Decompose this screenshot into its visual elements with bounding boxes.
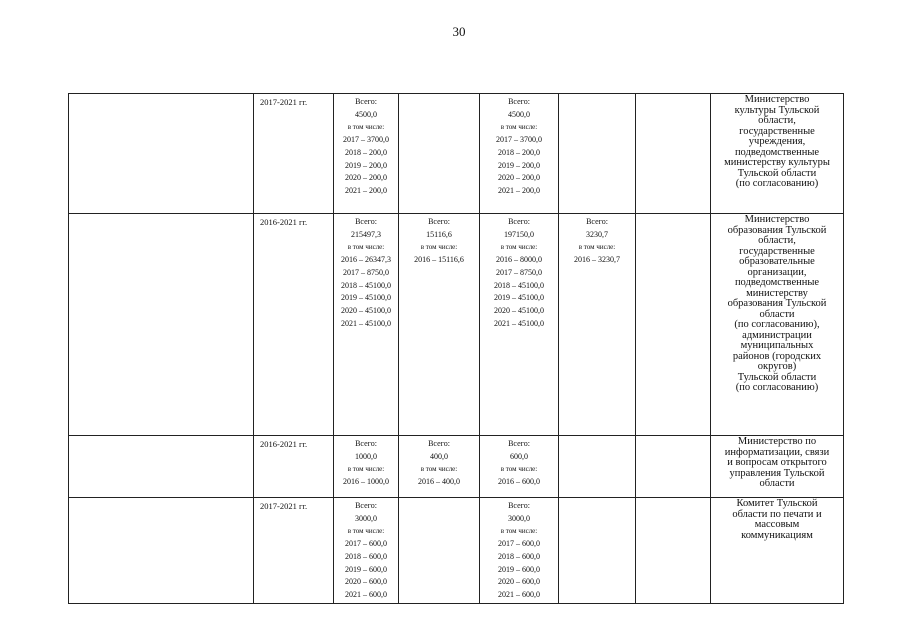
page-number: 30	[452, 24, 466, 39]
funding-line: в том числе:	[500, 527, 538, 536]
funding-line: Всего:	[355, 97, 377, 106]
funding-line: 2016 – 1000,0	[343, 477, 389, 487]
total-funding-cell	[334, 94, 399, 214]
funding-line: 2019 – 600,0	[498, 564, 540, 574]
period-cell: 2016-2021 гг.	[254, 436, 334, 498]
regional-funding-cell	[480, 498, 559, 604]
funding-line: 4500,0	[508, 109, 530, 119]
table-row	[69, 214, 844, 436]
executor-line: области,	[758, 235, 796, 246]
funding-line: 1000,0	[355, 451, 377, 461]
executor-line: области	[759, 308, 795, 320]
total-funding-cell	[334, 214, 399, 436]
executor-cell	[711, 498, 844, 604]
other-funding-cell	[636, 214, 711, 436]
executor-line: Министерство по	[737, 436, 817, 447]
executor-line: округов)	[757, 361, 797, 372]
funding-line: 2019 – 200,0	[498, 160, 540, 170]
funding-line: 2021 – 600,0	[498, 589, 540, 599]
executor-cell	[711, 94, 844, 214]
funding-line: в том числе:	[347, 243, 385, 252]
event-name-cell	[69, 436, 254, 498]
event-name-cell	[69, 94, 254, 214]
regional-funding-cell	[480, 94, 559, 214]
executor-line: администрации	[742, 329, 812, 341]
funding-line: 3000,0	[355, 513, 377, 523]
funding-line: 2019 – 45100,0	[341, 293, 391, 303]
executor-line: Министерство	[744, 94, 810, 105]
executor-line: (по согласованию)	[735, 178, 819, 189]
executor-line: культуры Тульской	[734, 104, 820, 116]
executor-line: подведомственные	[734, 146, 820, 158]
funding-line: 2017 – 3700,0	[343, 135, 389, 145]
funding-table	[68, 93, 844, 604]
other-funding-cell	[636, 498, 711, 604]
funding-line: 2018 – 200,0	[345, 147, 387, 157]
table-row	[69, 94, 844, 214]
executor-line: подведомственные	[734, 277, 820, 288]
executor-line: образовательные	[739, 256, 815, 267]
funding-line: 15116,6	[426, 229, 452, 239]
executor-line: управления Тульской	[729, 467, 825, 479]
federal-funding-cell	[399, 498, 480, 604]
executor-line: учреждения,	[748, 136, 806, 147]
funding-line: 2016 – 400,0	[418, 477, 460, 487]
funding-line: Всего:	[355, 439, 377, 448]
total-funding-cell	[334, 436, 399, 498]
funding-line: 2020 – 45100,0	[494, 305, 544, 315]
funding-line: Всего:	[508, 97, 530, 106]
funding-line: 2021 – 200,0	[345, 185, 387, 195]
executor-line: массовым	[754, 519, 800, 530]
funding-line: 3230,7	[586, 229, 608, 239]
funding-line: 2018 – 45100,0	[341, 280, 391, 290]
executor-line: Тульской области	[737, 167, 817, 179]
executor-cell	[711, 436, 844, 498]
funding-line: Всего:	[428, 217, 450, 226]
period-cell: 2017-2021 гг.	[254, 94, 334, 214]
funding-line: 2018 – 600,0	[498, 551, 540, 561]
executor-line: и вопросам открытого	[727, 457, 827, 468]
other-funding-cell	[636, 94, 711, 214]
executor-line: организации,	[747, 266, 807, 278]
executor-line: министерству	[746, 287, 808, 299]
regional-funding-cell	[480, 436, 559, 498]
executor-line: Министерство	[744, 214, 810, 225]
executor-line: государственные	[739, 245, 815, 257]
executor-line: области	[759, 478, 795, 489]
funding-line: 2019 – 200,0	[345, 160, 387, 170]
funding-line: 2021 – 600,0	[345, 589, 387, 599]
funding-line: в том числе:	[500, 465, 538, 474]
funding-line: в том числе:	[347, 465, 385, 474]
executor-cell	[711, 214, 844, 436]
funding-line: Всего:	[586, 217, 608, 226]
other-funding-cell	[636, 436, 711, 498]
period-cell: 2016-2021 гг.	[254, 214, 334, 436]
funding-line: 2020 – 600,0	[498, 577, 540, 587]
executor-line: информатизации, связи	[724, 446, 830, 458]
executor-line: образования Тульской	[727, 224, 827, 236]
federal-funding-cell	[399, 436, 480, 498]
local-funding-cell	[559, 498, 636, 604]
federal-funding-cell	[399, 94, 480, 214]
executor-line: области по печати и	[732, 508, 822, 520]
executor-line: (по согласованию),	[734, 319, 820, 330]
funding-line: 2021 – 45100,0	[341, 318, 391, 328]
funding-line: в том числе:	[347, 123, 385, 132]
funding-line: 2021 – 200,0	[498, 185, 540, 195]
funding-line: 2019 – 45100,0	[494, 293, 544, 303]
table-row	[69, 498, 844, 604]
funding-line: Всего:	[508, 439, 530, 448]
funding-line: 2017 – 3700,0	[496, 135, 542, 145]
funding-line: 2017 – 8750,0	[343, 267, 389, 277]
funding-line: 197150,0	[504, 229, 534, 239]
executor-line: государственные	[739, 125, 815, 137]
funding-line: 2016 – 600,0	[498, 477, 540, 487]
funding-line: 2018 – 45100,0	[494, 280, 544, 290]
funding-line: 2018 – 200,0	[498, 147, 540, 157]
local-funding-cell	[559, 94, 636, 214]
executor-line: (по согласованию)	[735, 382, 819, 393]
funding-line: в том числе:	[578, 243, 616, 252]
funding-line: 215497,3	[351, 229, 381, 239]
federal-funding-cell	[399, 214, 480, 436]
funding-line: 2020 – 45100,0	[341, 305, 391, 315]
funding-line: 2017 – 600,0	[345, 539, 387, 549]
table-row	[69, 436, 844, 498]
funding-line: 2017 – 8750,0	[496, 267, 542, 277]
funding-line: 2016 – 8000,0	[496, 255, 542, 265]
executor-line: области,	[758, 115, 796, 126]
regional-funding-cell	[480, 214, 559, 436]
funding-line: Всего:	[508, 501, 530, 510]
executor-line: коммуникациям	[741, 529, 813, 541]
funding-line: 2020 – 200,0	[498, 173, 540, 183]
funding-line: 2020 – 600,0	[345, 577, 387, 587]
executor-line: районов (городских	[732, 350, 822, 362]
local-funding-cell	[559, 214, 636, 436]
executor-line: образования Тульской	[727, 298, 827, 309]
total-funding-cell	[334, 498, 399, 604]
funding-line: в том числе:	[500, 243, 538, 252]
funding-line: 2019 – 600,0	[345, 564, 387, 574]
period-cell: 2017-2021 гг.	[254, 498, 334, 604]
funding-line: Всего:	[355, 501, 377, 510]
funding-line: 400,0	[430, 451, 448, 461]
funding-line: в том числе:	[420, 465, 458, 474]
funding-line: Всего:	[428, 439, 450, 448]
funding-line: 4500,0	[355, 109, 377, 119]
funding-line: в том числе:	[420, 243, 458, 252]
executor-line: Тульской области	[737, 371, 817, 383]
funding-line: 2018 – 600,0	[345, 551, 387, 561]
funding-line: 2016 – 26347,3	[341, 255, 391, 265]
funding-line: в том числе:	[347, 527, 385, 536]
funding-line: 2020 – 200,0	[345, 173, 387, 183]
executor-line: муниципальных	[740, 340, 814, 351]
event-name-cell	[69, 214, 254, 436]
funding-line: Всего:	[355, 217, 377, 226]
funding-line: 600,0	[510, 451, 528, 461]
funding-line: в том числе:	[500, 123, 538, 132]
funding-line: Всего:	[508, 217, 530, 226]
funding-line: 2017 – 600,0	[498, 539, 540, 549]
funding-line: 2016 – 3230,7	[574, 255, 620, 265]
local-funding-cell	[559, 436, 636, 498]
executor-line: министерству культуры	[724, 157, 830, 168]
executor-line: Комитет Тульской	[736, 498, 818, 509]
funding-line: 3000,0	[508, 513, 530, 523]
event-name-cell	[69, 498, 254, 604]
funding-line: 2021 – 45100,0	[494, 318, 544, 328]
funding-line: 2016 – 15116,6	[414, 255, 464, 265]
